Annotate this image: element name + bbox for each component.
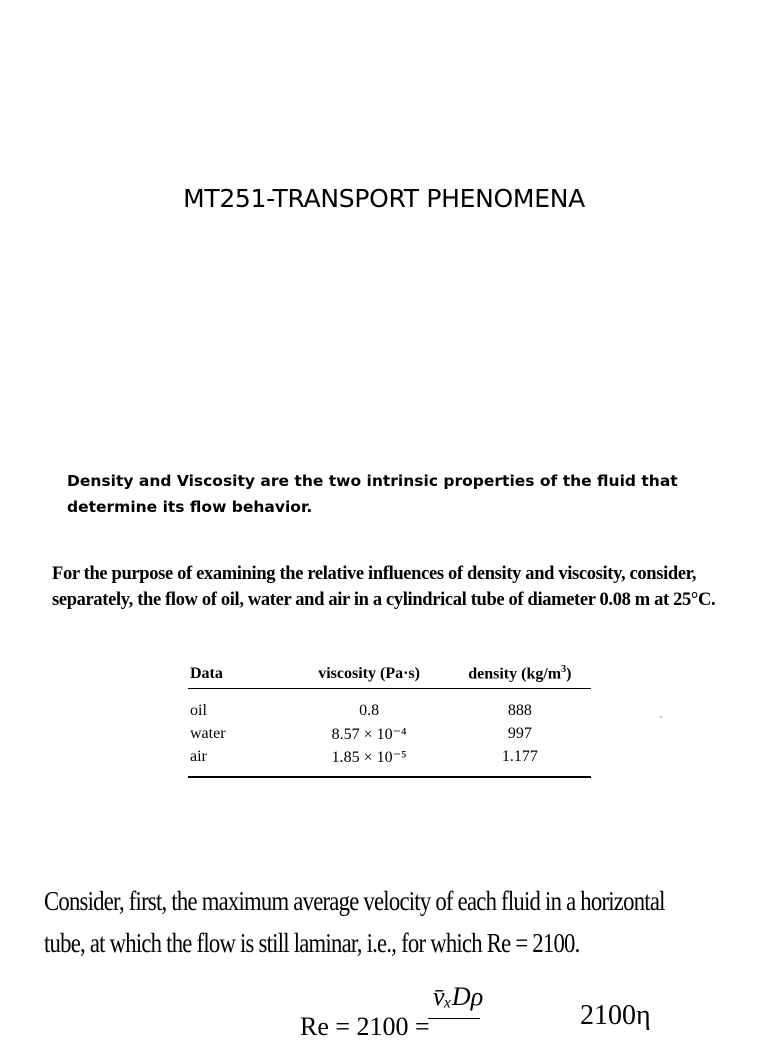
table-row (188, 745, 591, 768)
reynolds-equation (300, 982, 760, 1041)
cell-viscosity: 1.85 × 10⁻⁵ (331, 748, 407, 766)
fraction-bar (428, 1018, 480, 1019)
cell-density: 888 (507, 701, 532, 719)
properties-table (188, 660, 591, 778)
header-density: density $(kg/m^3)$ (468, 664, 572, 683)
cell-viscosity: 8.57 × 10⁻⁴ (331, 725, 407, 743)
cell-fluid: air (190, 747, 207, 765)
header-viscosity: viscosity (Pa·s) (318, 665, 420, 682)
table-bottom-rule (188, 776, 591, 778)
table-header-row (188, 660, 591, 688)
speck-mark (660, 716, 662, 718)
table-row (188, 722, 591, 745)
consider-line-1: Consider, first, the maximum average velocity of each fluid in a horizontal (44, 886, 665, 916)
header-data: Data (190, 665, 223, 682)
intro-paragraph: Density and Viscosity are the two intrinsic properties of the fluid that determine its flow behavior. (67, 472, 678, 516)
cell-fluid: water (190, 724, 226, 742)
table-row (188, 699, 591, 722)
page-title: MT251-TRANSPORT PHENOMENA (183, 184, 585, 213)
equation-rhs: 2100η (580, 1000, 651, 1031)
equation-lhs: Re = 2100 = (300, 1012, 430, 1041)
purpose-paragraph: For the purpose of examining the relative influences of density and viscosity, consider, separately, the flow of oil, water and air in a cylindrical tube of diameter 0.08 m at 25°C. (52, 564, 716, 610)
cell-density: 1.177 (501, 747, 538, 765)
cell-viscosity: 0.8 (359, 701, 380, 719)
equation-numerator: v̄ₓDρ (433, 982, 484, 1011)
cell-density: 997 (507, 724, 532, 742)
consider-line-2: tube, at which the flow is still laminar, i.e., for which Re = 2100. (44, 928, 580, 958)
consider-paragraph (44, 880, 665, 964)
cell-fluid: oil (190, 701, 207, 719)
